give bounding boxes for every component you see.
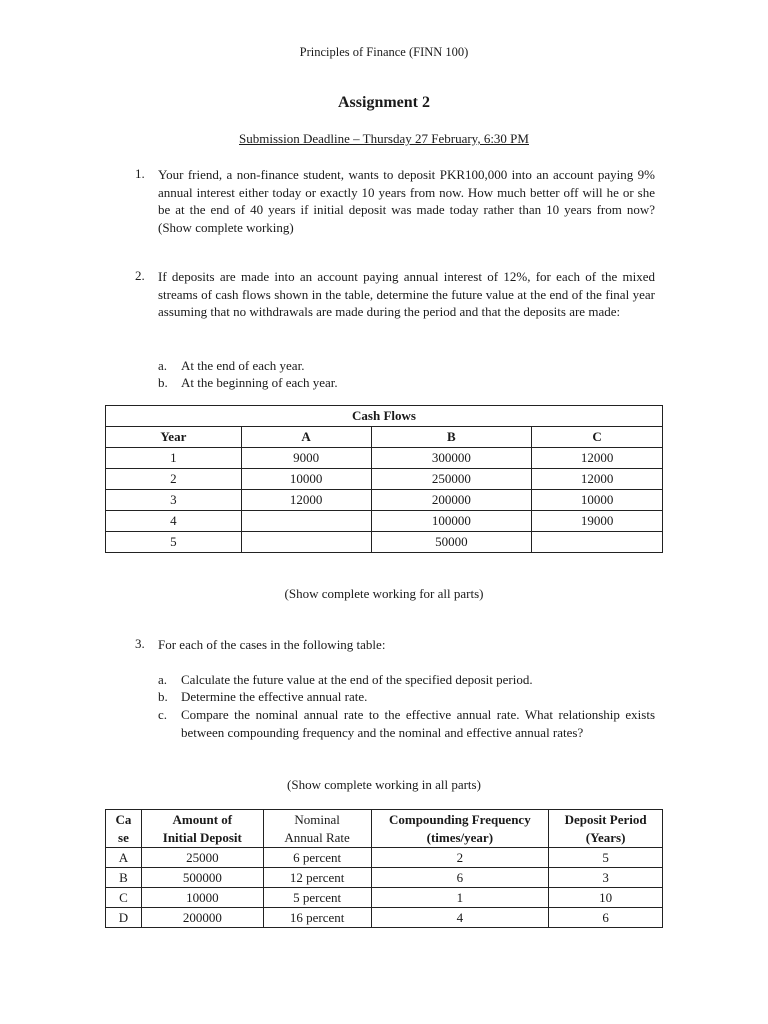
table-cell: 4: [106, 511, 242, 532]
table-cell: 12000: [532, 469, 663, 490]
table-cell: D: [106, 908, 142, 928]
table-cell: 25000: [141, 848, 263, 868]
table-cell: [241, 511, 371, 532]
sub-question-text: Determine the effective annual rate.: [181, 689, 368, 704]
table-row: [106, 448, 663, 469]
table-cell: 12 percent: [263, 868, 371, 888]
table-cell: 300000: [371, 448, 532, 469]
cash-flows-table: [105, 405, 663, 553]
table-cell: 1: [371, 888, 549, 908]
table-cell: 10000: [532, 490, 663, 511]
column-header: A: [241, 427, 371, 448]
table-cell: 12000: [241, 490, 371, 511]
working-note: (Show complete working in all parts): [287, 777, 481, 792]
page-title: Assignment 2: [337, 94, 430, 111]
table-cell: 10: [549, 888, 663, 908]
table-cell: 5: [549, 848, 663, 868]
table-cell: 9000: [241, 448, 371, 469]
table-cell: 500000: [141, 868, 263, 888]
table-cell: 4: [371, 908, 549, 928]
table-row: [106, 868, 663, 888]
column-header: Nominal Annual Rate: [263, 810, 371, 848]
sub-question-letter: a.: [158, 672, 168, 687]
table-cell: 19000: [532, 511, 663, 532]
table-cell: 2: [371, 848, 549, 868]
table-row: [106, 908, 663, 928]
sub-question-text: Calculate the future value at the end of the specified deposit period.: [181, 672, 533, 687]
column-header: Deposit Period (Years): [549, 810, 663, 848]
column-header: Ca se: [106, 810, 142, 848]
table-cell: C: [106, 888, 142, 908]
sub-question-b: [158, 688, 655, 706]
column-header: Amount of Initial Deposit: [141, 810, 263, 848]
sub-question-text: At the end of each year.: [181, 358, 305, 373]
table-cell: 6: [371, 868, 549, 888]
sub-question-a: [158, 357, 655, 375]
table-cell: A: [106, 848, 142, 868]
table-cell: 5 percent: [263, 888, 371, 908]
question-number: 1.: [135, 166, 145, 181]
table-cell: [241, 532, 371, 553]
question-text: If deposits are made into an account paying annual interest of 12%, for each of the mixed streams of cash flows shown in the table, determine the future value at the end of the final year assuming that no withdrawals are made during the period and that the deposits are made:: [158, 269, 655, 319]
table-cell: 3: [106, 490, 242, 511]
table-header-row: [106, 427, 663, 448]
table-cell: 3: [549, 868, 663, 888]
table-cell: 6 percent: [263, 848, 371, 868]
table-cell: 6: [549, 908, 663, 928]
table-cell: 2: [106, 469, 242, 490]
sub-question-c: [158, 706, 655, 760]
sub-question-text: Compare the nominal annual rate to the effective annual rate. What relationship exists between compounding frequency and the nominal and effective annual rates?: [181, 707, 655, 740]
table-cell: [532, 532, 663, 553]
table-caption-row: [106, 406, 663, 427]
table-row: [106, 532, 663, 553]
question-text: Your friend, a non-finance student, wants to deposit PKR100,000 into an account paying 9% annual interest either today or exactly 10 years from now. How much better off will he or she be at the end of 40 years if initial deposit was made today rather than 10 years from now? (Show complete working): [158, 167, 655, 235]
table-header-row: [106, 810, 663, 848]
sub-question-letter: b.: [158, 689, 168, 704]
sub-question-letter: a.: [158, 358, 168, 373]
table-row: [106, 511, 663, 532]
working-note: (Show complete working for all parts): [284, 586, 484, 601]
table-cell: 10000: [141, 888, 263, 908]
question-number: 2.: [135, 268, 145, 283]
course-header: Principles of Finance (FINN 100): [299, 45, 469, 59]
table-cell: 10000: [241, 469, 371, 490]
table-row: [106, 848, 663, 868]
sub-question-text: At the beginning of each year.: [181, 375, 338, 390]
table-row: [106, 888, 663, 908]
table-cell: 16 percent: [263, 908, 371, 928]
sub-question-b: [158, 374, 655, 392]
table-cell: 200000: [141, 908, 263, 928]
table-cell: 1: [106, 448, 242, 469]
sub-question-letter: c.: [158, 707, 168, 722]
table-cell: 5: [106, 532, 242, 553]
column-header: Year: [106, 427, 242, 448]
table-row: [106, 469, 663, 490]
table-cell: 200000: [371, 490, 532, 511]
table-caption: Cash Flows: [106, 406, 663, 427]
column-header: B: [371, 427, 532, 448]
table-cell: 12000: [532, 448, 663, 469]
deposit-cases-table: [105, 809, 663, 928]
table-cell: 100000: [371, 511, 532, 532]
submission-deadline: Submission Deadline – Thursday 27 February, 6:30 PM: [239, 131, 529, 146]
sub-question-a: [158, 671, 655, 689]
table-cell: 50000: [371, 532, 532, 553]
sub-question-letter: b.: [158, 375, 168, 390]
table-row: [106, 490, 663, 511]
question-number: 3.: [135, 636, 145, 651]
column-header: Compounding Frequency (times/year): [371, 810, 549, 848]
column-header: C: [532, 427, 663, 448]
table-cell: B: [106, 868, 142, 888]
table-cell: 250000: [371, 469, 532, 490]
question-text: For each of the cases in the following table:: [158, 637, 386, 652]
